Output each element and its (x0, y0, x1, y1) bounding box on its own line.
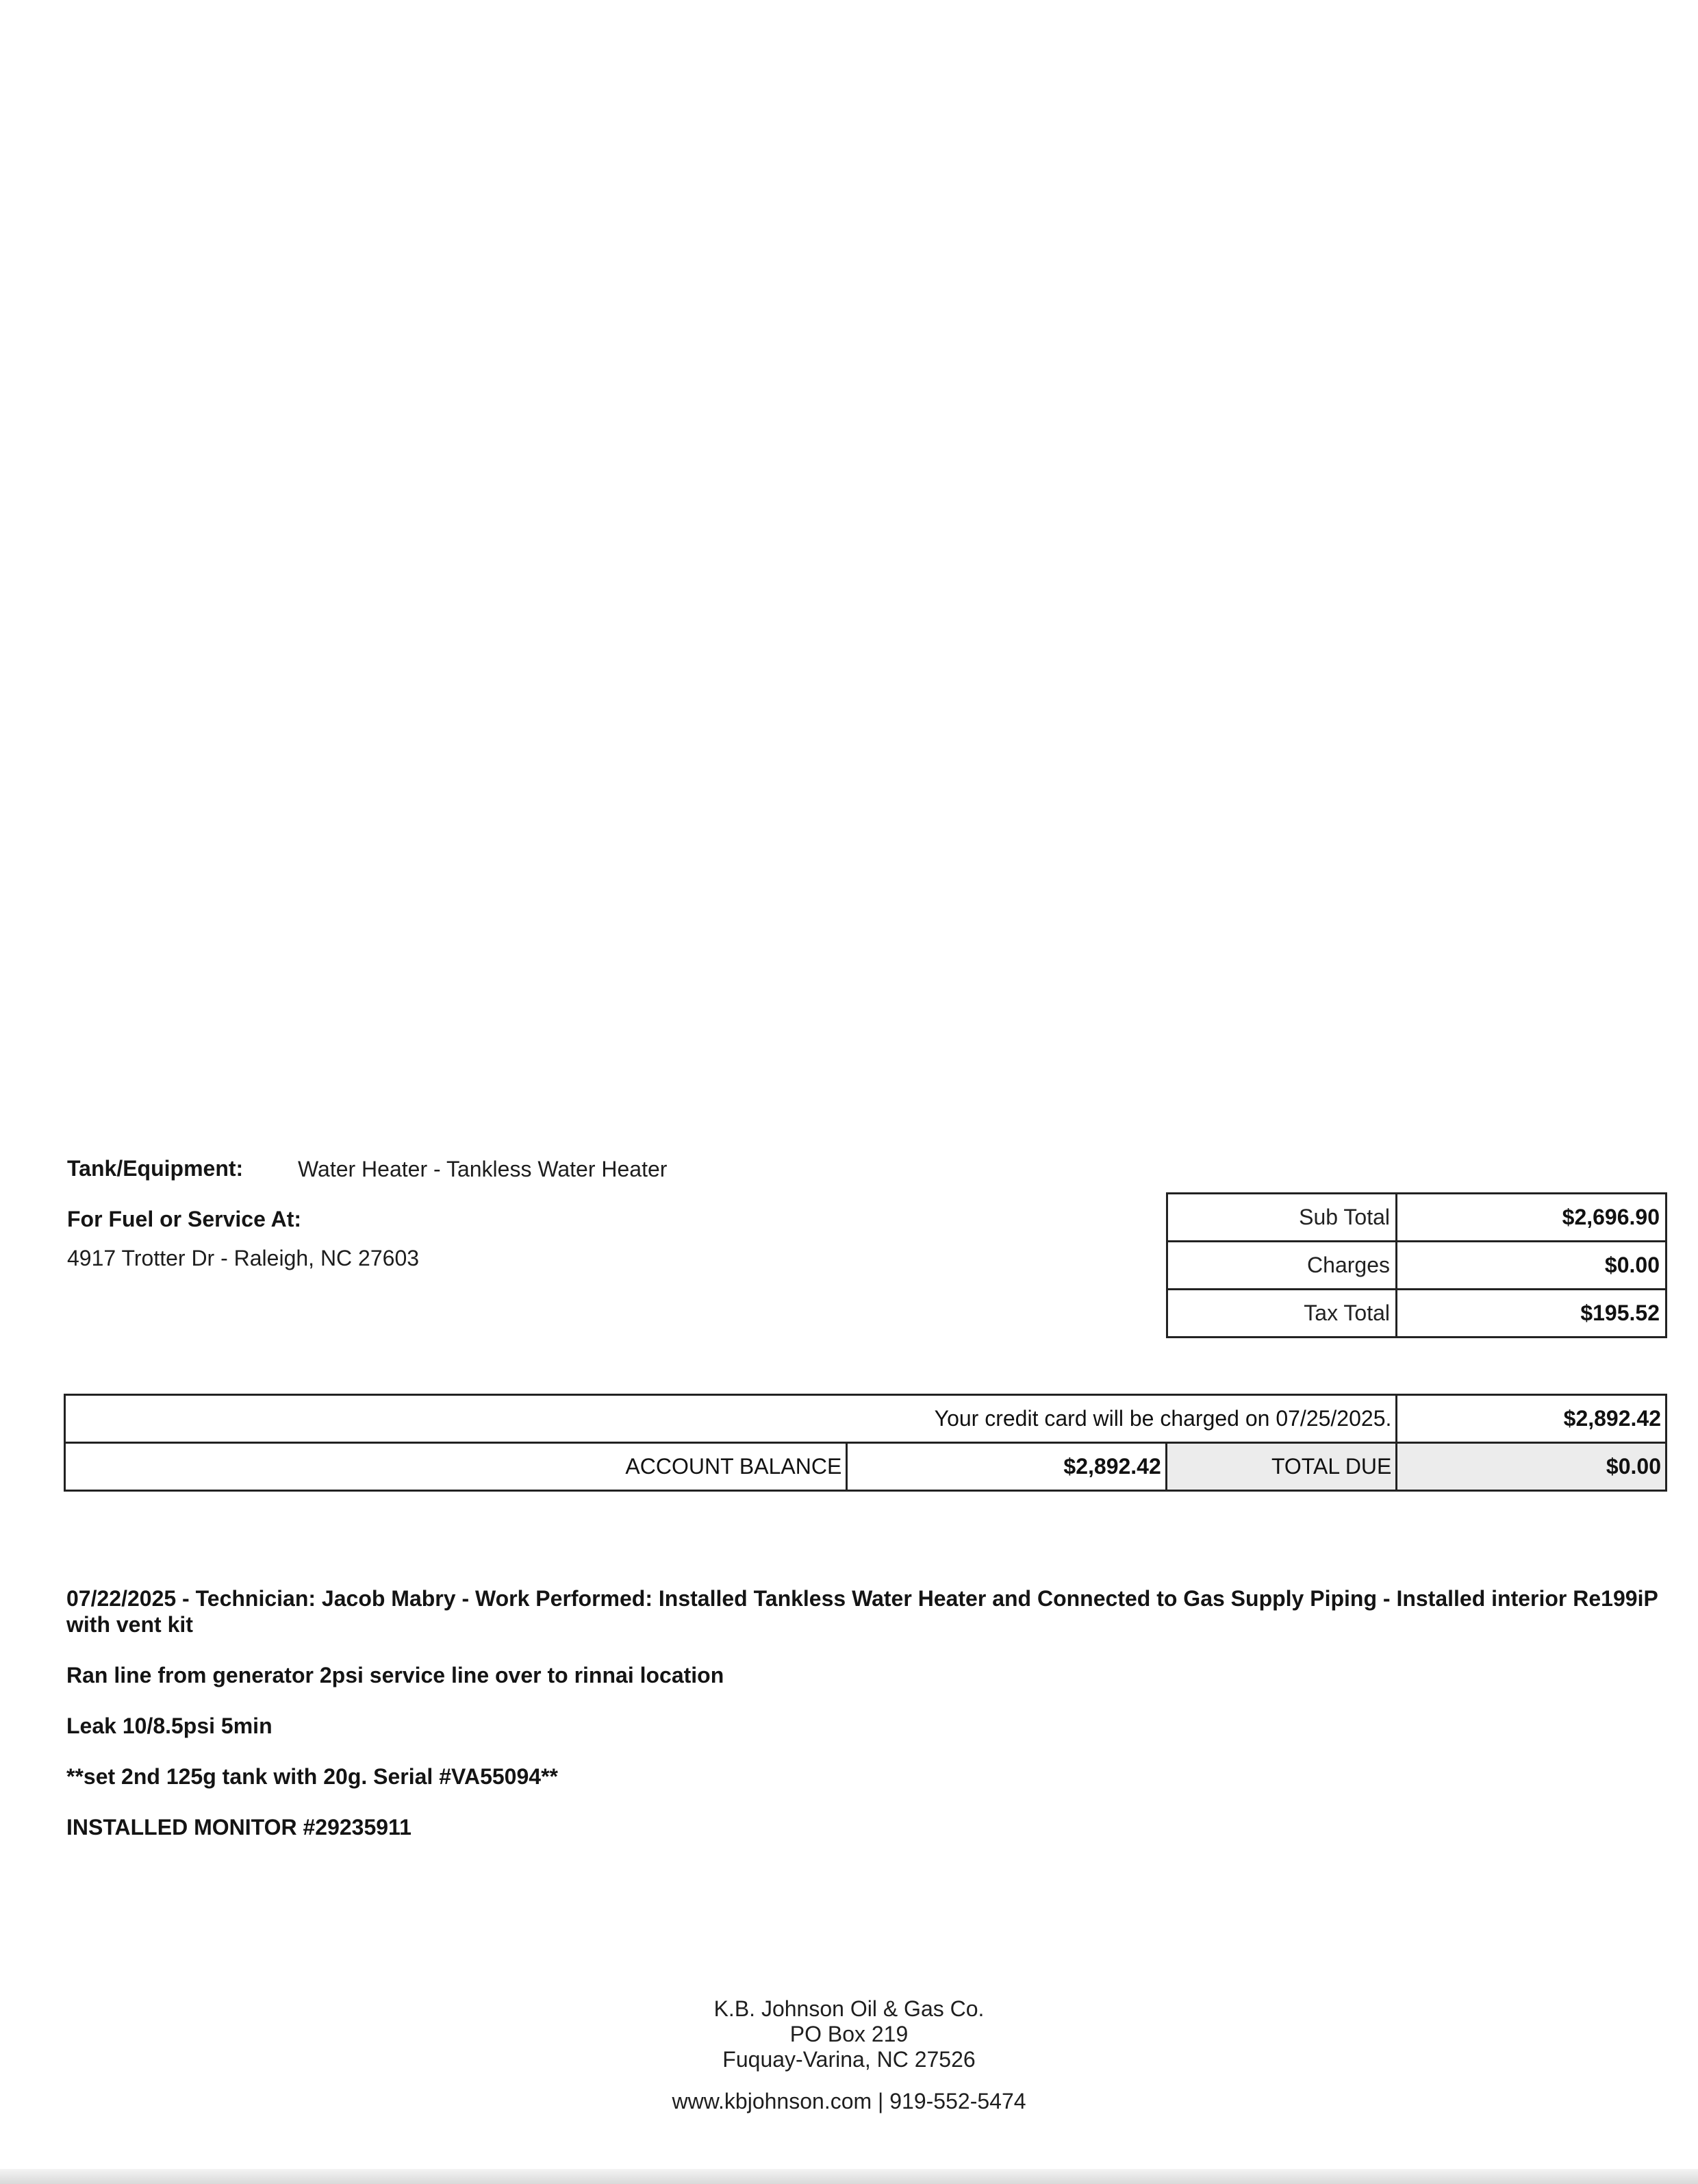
subtotal-label: Sub Total (1167, 1194, 1397, 1242)
balance-table (64, 1394, 1667, 1492)
charges-value: $0.00 (1397, 1242, 1667, 1290)
tax-total-value: $195.52 (1397, 1290, 1667, 1338)
leak-test-note: Leak 10/8.5psi 5min (66, 1714, 273, 1738)
work-performed-note: 07/22/2025 - Technician: Jacob Mabry - Work Performed: Installed Tankless Water Heater and Connected to Gas Supply Piping - Installed interior Re199iP with vent kit (66, 1586, 1658, 1637)
equipment-label: Tank/Equipment: (67, 1156, 244, 1181)
credit-card-note: Your credit card will be charged on 07/25/2025. (65, 1395, 1397, 1443)
work-notes (66, 1585, 1689, 1865)
scan-edge (0, 2169, 1698, 2184)
totals-row-charges (1167, 1242, 1667, 1290)
total-due-label: TOTAL DUE (1166, 1443, 1397, 1491)
service-line-note: Ran line from generator 2psi service line over to rinnai location (66, 1663, 724, 1687)
account-balance-value: $2,892.42 (847, 1443, 1166, 1491)
company-city: Fuquay-Varina, NC 27526 (722, 2047, 976, 2072)
tax-total-label: Tax Total (1167, 1290, 1397, 1338)
tank-note: **set 2nd 125g tank with 20g. Serial #VA55094** (66, 1764, 558, 1789)
account-balance-label: ACCOUNT BALANCE (65, 1443, 847, 1491)
totals-row-tax (1167, 1290, 1667, 1338)
service-label: For Fuel or Service At: (67, 1207, 301, 1231)
credit-card-amount: $2,892.42 (1397, 1395, 1667, 1443)
company-name: K.B. Johnson Oil & Gas Co. (713, 1996, 985, 2021)
charges-label: Charges (1167, 1242, 1397, 1290)
total-due-value: $0.00 (1397, 1443, 1667, 1491)
equipment-value: Water Heater - Tankless Water Heater (298, 1157, 668, 1181)
totals-table (1166, 1192, 1667, 1338)
service-address: 4917 Trotter Dr - Raleigh, NC 27603 (67, 1246, 420, 1270)
credit-card-row (65, 1395, 1667, 1443)
subtotal-value: $2,696.90 (1397, 1194, 1667, 1242)
totals-row-subtotal (1167, 1194, 1667, 1242)
company-po-box: PO Box 219 (789, 2022, 909, 2046)
monitor-note: INSTALLED MONITOR #29235911 (66, 1815, 411, 1840)
balance-row (65, 1443, 1667, 1491)
company-contact: www.kbjohnson.com | 919-552-5474 (672, 2089, 1026, 2113)
